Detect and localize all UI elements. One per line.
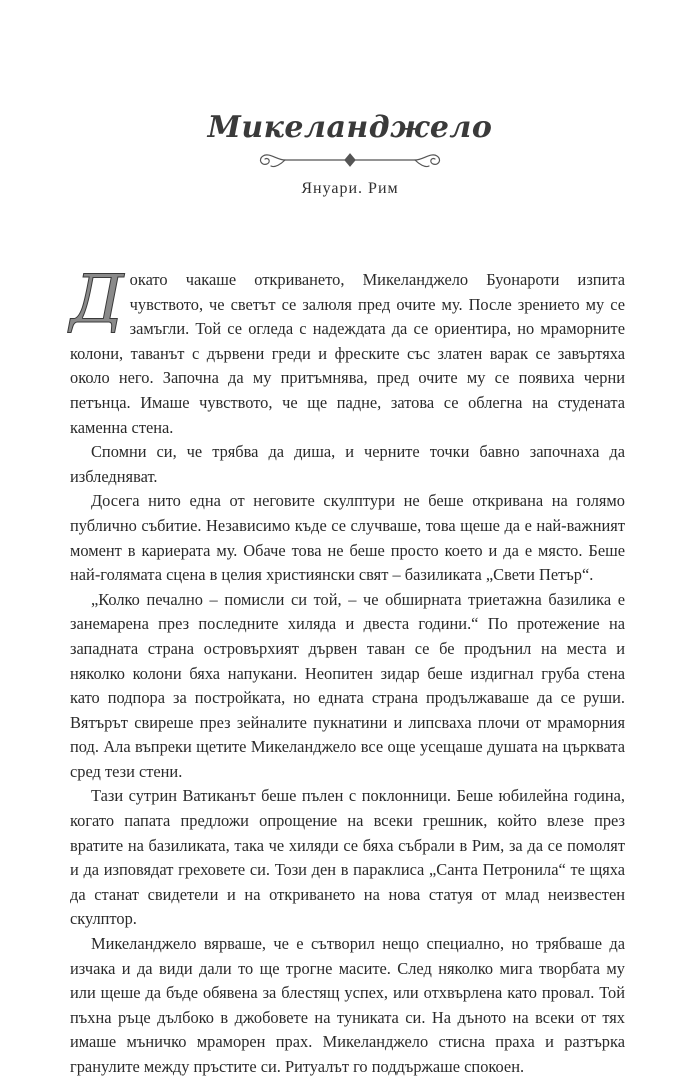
chapter-subtitle: Януари. Рим xyxy=(301,180,399,197)
paragraph-1 xyxy=(70,261,625,440)
chapter-body xyxy=(70,261,625,1080)
paragraph-6: Микеланджело вярваше, че е сътворил нещо специално, но трябваше да изчака и да види дали то ще трогне масите. След няколко мига творбата му или щеше да бъде обявена за блестящ успех, или отхвърлена като провал. Той пъхна ръце дълбоко в джобовете на туниката си. На дъното на всеки от тях имаше мъничко мраморен прах. Микеланджело стисна праха и разтърка гранулите между пръстите си. Ритуалът го поддържаше спокоен. xyxy=(70,934,625,1076)
paragraph-5: Тази сутрин Ватиканът беше пълен с поклонници. Беше юбилейна година, когато папата предложи опрощение на всеки грешник, който влезе през вратите на базиликата, така че хиляди се бяха събрали в Рим, за да се помолят и да изповядат греховете си. Този ден в параклиса „Санта Петронила“ те щяха да станат свидетели и на откриването на нова статуя от млад неизвестен скулптор. xyxy=(70,786,625,929)
paragraph-3: Досега нито една от неговите скулптури не беше откривана на голямо публично събитие. Независимо къде се случваше, това щеше да е най-важният момент в кариерата му. Обаче това не беше просто което и да е място. Беше най-голямата сцена в целия християнски свят – базиликата „Свети Петър“. xyxy=(70,491,625,585)
flourish-ornament-icon xyxy=(255,148,445,172)
chapter-title: Микеланджело xyxy=(207,110,493,145)
paragraph-1-text: окато чакаше откриването, Микеланджело Буонароти изпита чувството, че светът се залюля пред очите му. После зрението му се замъгли. Той се огледа с надеждата да се ориентира, но мраморните колони, таванът с дървени греди и фреските със златен варак се завъртяха около него. Започна да му притъмнява, пред очите му се появиха черни петънца. Имаше чувството, че ще падне, затова се облегна на студената каменна стена. xyxy=(70,270,625,437)
paragraph-4: „Колко печално – помисли си той, – че обширната триетажна базилика е занемарена през последните хиляда и двеста години.“ По протежение на западната страна островърхият дървен таван се бе продънил на места и няколко колони бяха напукани. Неопитен зидар беше издигнал груба стена като подпора за постройката, но едната страна продължаваше да се руши. Вятърът свиреше през зейналите пукнатини и липсваха плочи от мраморния под. Ала въпреки щетите Микеланджело все още усещаше душата на църквата сред тези стени. xyxy=(70,589,625,781)
paragraph-2: Спомни си, че трябва да диша, и черните точки бавно започнаха да избледняват. xyxy=(70,442,625,486)
drop-cap: Д xyxy=(70,261,124,338)
